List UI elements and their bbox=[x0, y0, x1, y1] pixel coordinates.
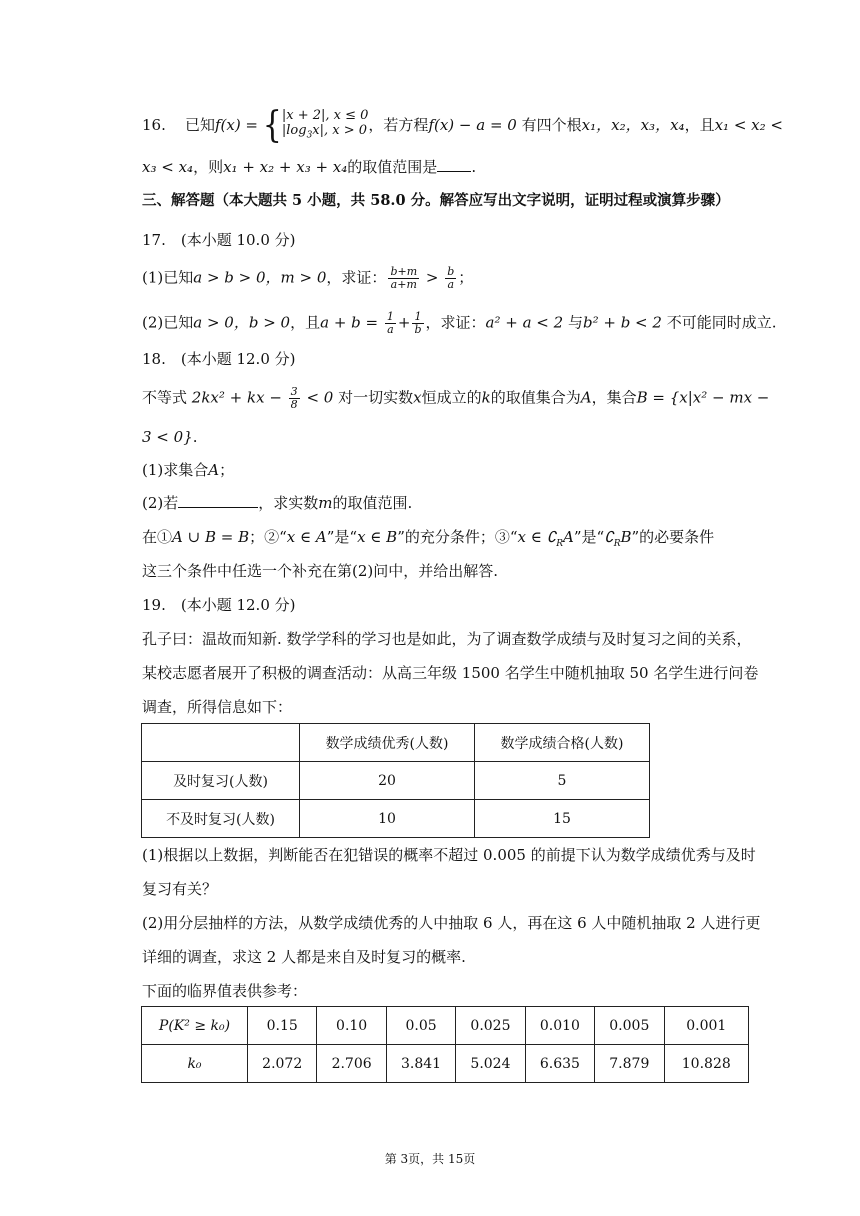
q18-cond-m1: A ∪ B = B bbox=[172, 528, 250, 546]
table-cell: 0.010 bbox=[525, 1007, 594, 1045]
table-cell: 5.024 bbox=[456, 1045, 525, 1083]
piecewise-brace: { bbox=[262, 104, 282, 147]
table-cell: 0.05 bbox=[386, 1007, 455, 1045]
table-cell: 10.828 bbox=[664, 1045, 748, 1083]
q19-part2-line1: (2)用分层抽样的方法，从数学成绩优秀的人中抽取 6 人，再在这 6 人中随机抽取 2 人进行更 bbox=[142, 914, 761, 932]
q18-l1-e: ，集合 bbox=[591, 388, 637, 407]
q18-l1-B: B = {x|x² − mx − bbox=[636, 388, 770, 407]
q16-text-c: 有四个根 bbox=[521, 115, 582, 134]
q17-p1-frac2-num: b bbox=[447, 265, 455, 278]
q18-line2 bbox=[142, 426, 198, 448]
q18-l1-frac-den: 8 bbox=[290, 398, 298, 411]
q17-p1-frac2-den: a bbox=[447, 278, 455, 291]
q18-conditions-line2: 这三个条件中任选一个补充在第(2)问中，并给出解答. bbox=[142, 562, 499, 580]
q18-cond-c: ”是“ bbox=[326, 528, 358, 546]
table-cell: 7.879 bbox=[595, 1045, 664, 1083]
q17-p2-frac-den: a bbox=[387, 323, 394, 336]
q19-line1: 孔子曰：温故而知新. 数学学科的学习也是如此，为了调查数学成绩与及时复习之间的关系， bbox=[142, 630, 752, 648]
q17-p2-plus: + bbox=[397, 313, 411, 332]
q16-line2-ineq: x₃ < x₄ bbox=[142, 158, 194, 176]
table-cell: 3.841 bbox=[386, 1045, 455, 1083]
q18-cond-f: ”的必要条件 bbox=[631, 528, 715, 546]
q18-l1-c: 恒成立的 bbox=[421, 388, 482, 407]
q16-case2: |log bbox=[281, 123, 307, 138]
q16-func: f(x) = bbox=[214, 115, 263, 134]
q19-part1-line1: (1)根据以上数据，判断能否在犯错误的概率不超过 0.005 的前提下认为数学成绩优秀与及时 bbox=[142, 846, 756, 864]
table-cell: 5 bbox=[475, 762, 650, 800]
q18-line1 bbox=[142, 386, 769, 411]
page-footer: 第 3页，共 15页 bbox=[384, 1152, 476, 1166]
q17-p2-math: a > 0，b > 0 bbox=[193, 313, 291, 332]
q16-line2-end: 的取值范围是 bbox=[347, 158, 438, 176]
q18-p2-m: m bbox=[318, 494, 333, 512]
q18-p1-A: A bbox=[208, 461, 220, 479]
condition-blank bbox=[178, 507, 258, 508]
q18-cond-m5: ∁ bbox=[604, 528, 614, 546]
section3-title: 三、解答题（本大题共 5 小题，共 58.0 分。解答应写出文字说明，证明过程或演算步骤） bbox=[142, 192, 730, 209]
q18-cond-b: ；②“ bbox=[249, 528, 287, 546]
q16-number: 16. bbox=[142, 115, 166, 134]
table-cell: 20 bbox=[300, 762, 475, 800]
q17-p1-a: (1)已知 bbox=[142, 268, 194, 287]
q18-l1-b: 对一切实数 bbox=[338, 388, 414, 407]
table-row bbox=[142, 800, 650, 838]
q17-p2-math3: a² + a < 2 bbox=[485, 313, 564, 332]
q18-p2-a: (2)若 bbox=[142, 494, 179, 512]
table-cell: 10 bbox=[300, 800, 475, 838]
q18-p1-end: ； bbox=[219, 461, 235, 479]
q17-p1-end: ； bbox=[458, 268, 474, 287]
table-header-cell: 数学成绩优秀(人数) bbox=[300, 724, 475, 762]
table-cell: 0.025 bbox=[456, 1007, 525, 1045]
answer-blank bbox=[437, 171, 471, 172]
q18-cond-e: ”是“ bbox=[573, 528, 605, 546]
table-cell: 0.15 bbox=[248, 1007, 317, 1045]
q18-p2-b: ，求实数 bbox=[258, 494, 319, 512]
q16-eq: f(x) − a = 0 bbox=[428, 115, 517, 134]
q16-line1 bbox=[142, 104, 783, 147]
q19-part1-line2: 复习有关？ bbox=[142, 880, 218, 898]
q16-case2-line bbox=[282, 123, 369, 144]
q16-roots: x₁，x₂，x₃，x₄ bbox=[581, 115, 685, 134]
q16-period: . bbox=[471, 158, 477, 176]
table-header-cell: 数学成绩合格(人数) bbox=[475, 724, 650, 762]
table-cell: 0.001 bbox=[664, 1007, 748, 1045]
survey-table bbox=[141, 723, 650, 838]
q18-l1-math: 2kx² + kx − bbox=[191, 388, 287, 407]
q16-case2-sub: 3 bbox=[306, 130, 313, 141]
table-row bbox=[142, 1007, 749, 1045]
q19-line2: 某校志愿者展开了积极的调查活动：从高三年级 1500 名学生中随机抽取 50 名学生进行问卷 bbox=[142, 664, 759, 682]
q17-p2-math4: b² + b < 2 bbox=[582, 313, 662, 332]
q17-p2-c: ，求证： bbox=[425, 313, 486, 332]
q18-l2-end: . bbox=[192, 428, 198, 446]
q18-l1-math2: < 0 bbox=[301, 388, 334, 407]
q18-l1-x: x bbox=[413, 388, 422, 407]
table-cell: 及时复习(人数) bbox=[142, 762, 300, 800]
q18-cond-a: 在① bbox=[142, 528, 173, 546]
q18-l1-d: 的取值集合为 bbox=[490, 388, 581, 407]
q18-cond-m5-sub: R bbox=[613, 539, 621, 549]
q18-cond-m4: x ∈ ∁ bbox=[517, 528, 557, 546]
q17-p1-math: a > b > 0，m > 0 bbox=[193, 268, 327, 287]
q16-line2 bbox=[142, 156, 476, 178]
q17-p1-frac-den: a+m bbox=[390, 278, 417, 291]
q18-cond-m4-sub: R bbox=[556, 539, 563, 549]
q18-l1-A: A bbox=[580, 388, 592, 407]
table-cell: P(K² ≥ k₀) bbox=[142, 1007, 248, 1045]
q18-cond-m3: x ∈ B bbox=[357, 528, 398, 546]
q17-p2-math2: a + b = bbox=[320, 313, 383, 332]
table-cell: 2.072 bbox=[248, 1045, 317, 1083]
q17-p1-frac-num: b+m bbox=[390, 265, 418, 278]
q17-p1-frac2 bbox=[445, 266, 456, 291]
q17-part1 bbox=[142, 266, 473, 291]
q17-p2-b: ，且 bbox=[290, 313, 321, 332]
q18-p2-c: 的取值范围. bbox=[332, 494, 413, 512]
table-cell: 6.635 bbox=[525, 1045, 594, 1083]
table-cell: 15 bbox=[475, 800, 650, 838]
piecewise-cases bbox=[282, 108, 369, 144]
q17-p2-frac-num: 1 bbox=[386, 310, 394, 323]
q19-line3: 调查，所得信息如下： bbox=[142, 698, 293, 716]
table-row bbox=[142, 762, 650, 800]
q16-case2-end: x|, x > 0 bbox=[312, 123, 368, 138]
q17-p2-a: (2)已知 bbox=[142, 313, 194, 332]
q17-p2-frac2-num: 1 bbox=[412, 311, 423, 324]
q18-l1-frac bbox=[289, 386, 300, 411]
table-cell: 0.10 bbox=[317, 1007, 386, 1045]
q17-part2 bbox=[142, 311, 777, 336]
q18-part1 bbox=[142, 459, 234, 481]
q19-part2-line2: 详细的调查，求这 2 人都是来自及时复习的概率. bbox=[142, 948, 466, 966]
table-cell: k₀ bbox=[142, 1045, 248, 1083]
q16-ineq1: x₁ < x₂ < bbox=[714, 115, 783, 134]
q16-text-a: 已知 bbox=[184, 115, 215, 134]
q16-case1: |x + 2|, x ≤ 0 bbox=[281, 108, 369, 123]
q17-p2-frac bbox=[385, 311, 396, 336]
q17-p1-b: ，求证： bbox=[326, 268, 387, 287]
q18-l1-frac-num: 3 bbox=[290, 385, 298, 398]
q17-p2-e: 不可能同时成立. bbox=[666, 313, 777, 332]
q17-p1-gt: > bbox=[421, 268, 444, 287]
q16-text-b: ，若方程 bbox=[368, 115, 429, 134]
q18-cond-m2: x ∈ A bbox=[286, 528, 327, 546]
q18-l2: 3 < 0} bbox=[142, 428, 193, 446]
table-row bbox=[142, 724, 650, 762]
table-cell: 0.005 bbox=[595, 1007, 664, 1045]
q18-l1-a: 不等式 bbox=[142, 388, 188, 407]
q19-header: 19. (本小题 12.0 分) bbox=[142, 596, 296, 614]
q18-header: 18. (本小题 12.0 分) bbox=[142, 350, 296, 368]
q16-text-d: ，且 bbox=[684, 115, 715, 134]
q18-conditions bbox=[142, 526, 714, 555]
q16-line2-text: ，则 bbox=[193, 158, 224, 176]
q17-p2-frac2-den: b bbox=[414, 323, 422, 336]
q18-part2 bbox=[142, 492, 412, 514]
table-cell: 2.706 bbox=[317, 1045, 386, 1083]
q19-reference: 下面的临界值表供参考： bbox=[142, 982, 308, 1000]
q17-header: 17. (本小题 10.0 分) bbox=[142, 231, 296, 249]
q17-p1-frac bbox=[388, 266, 419, 291]
q18-p1: (1)求集合 bbox=[142, 461, 209, 479]
q16-sum: x₁ + x₂ + x₃ + x₄ bbox=[223, 158, 348, 176]
q18-l1-k: k bbox=[481, 388, 491, 407]
q17-p2-frac2 bbox=[412, 311, 423, 336]
table-row bbox=[142, 1045, 749, 1083]
q18-cond-d: ”的充分条件；③“ bbox=[397, 528, 518, 546]
table-header-cell bbox=[142, 724, 300, 762]
q18-cond-m4-end: A bbox=[562, 528, 574, 546]
q18-cond-m5-end: B bbox=[620, 528, 632, 546]
q17-p2-d: 与 bbox=[567, 313, 583, 332]
table-cell: 不及时复习(人数) bbox=[142, 800, 300, 838]
critical-value-table bbox=[141, 1006, 749, 1083]
